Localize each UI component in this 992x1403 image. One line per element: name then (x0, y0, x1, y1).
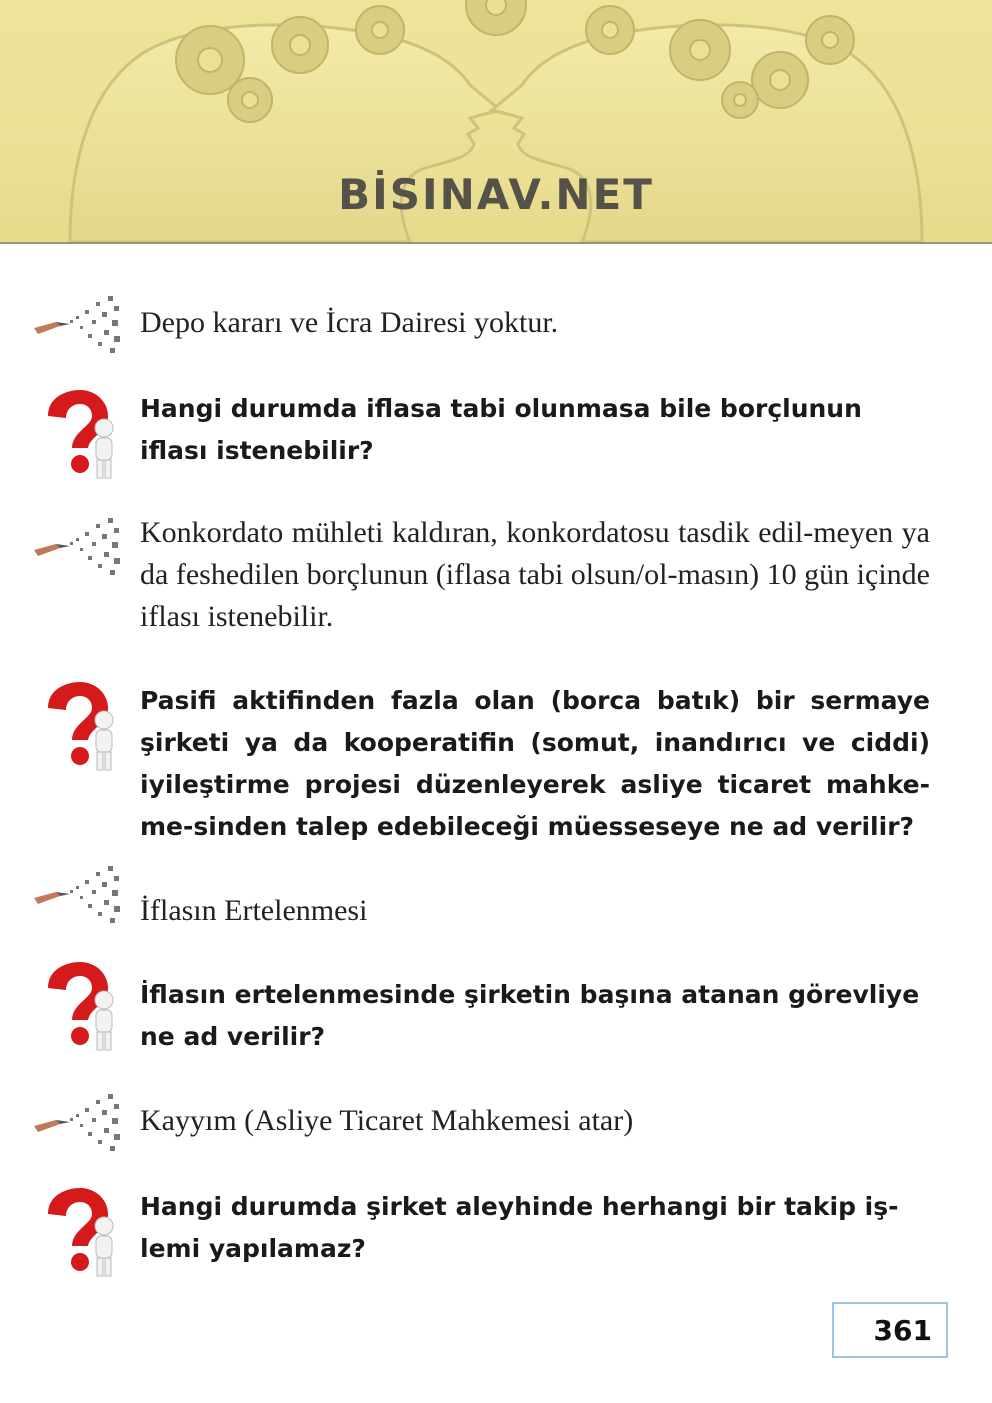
question-row (0, 960, 992, 1052)
question-row (0, 388, 992, 480)
answer-row (0, 290, 992, 360)
question-text: Hangi durumda şirket aleyhinde herhangi bir takip iş-lemi yapılamaz? (140, 1192, 899, 1263)
site-logo[interactable]: BİSINAV.NET (338, 170, 654, 219)
question-mark-icon (38, 388, 122, 480)
question-text: Hangi durumda iflasa tabi olunmasa bile borçlunun iflası istenebilir? (140, 394, 862, 465)
answer-row (0, 1088, 992, 1158)
pen-scatter-icon (30, 512, 122, 580)
answer-row (0, 860, 992, 930)
pen-scatter-icon (30, 290, 122, 358)
pen-scatter-icon (30, 860, 122, 928)
header-banner (0, 0, 992, 244)
page-number-box (832, 1302, 948, 1358)
question-mark-icon (38, 1186, 122, 1278)
answer-text: Depo kararı ve İcra Dairesi yoktur. (140, 306, 559, 339)
question-row (0, 680, 992, 850)
question-mark-icon (38, 960, 122, 1052)
answer-text: Konkordato mühleti kaldıran, konkordatosu tasdik edil-meyen ya da feshedilen borçlunun (iflasa tabi olsun/ol-masın) 10 gün içinde iflası istenebilir. (140, 516, 930, 633)
question-text: Pasifi aktifinden fazla olan (borca batık) bir sermaye şirketi ya da kooperatifin (somut, inandırıcı ve ciddi) iyileştirme projesi düzenleyerek asliye ticaret mahke-me-sinden talep edebileceği müesseseye ne ad verilir? (140, 686, 930, 841)
question-mark-icon (38, 680, 122, 772)
answer-text: İflasın Ertelenmesi (140, 894, 368, 927)
answer-text: Kayyım (Asliye Ticaret Mahkemesi atar) (140, 1104, 634, 1137)
question-text: İflasın ertelenmesinde şirketin başına atanan görevliye ne ad verilir? (140, 980, 920, 1051)
answer-row (0, 512, 992, 638)
question-row (0, 1186, 992, 1278)
pen-scatter-icon (30, 1088, 122, 1156)
page-number: 361 (873, 1314, 932, 1347)
